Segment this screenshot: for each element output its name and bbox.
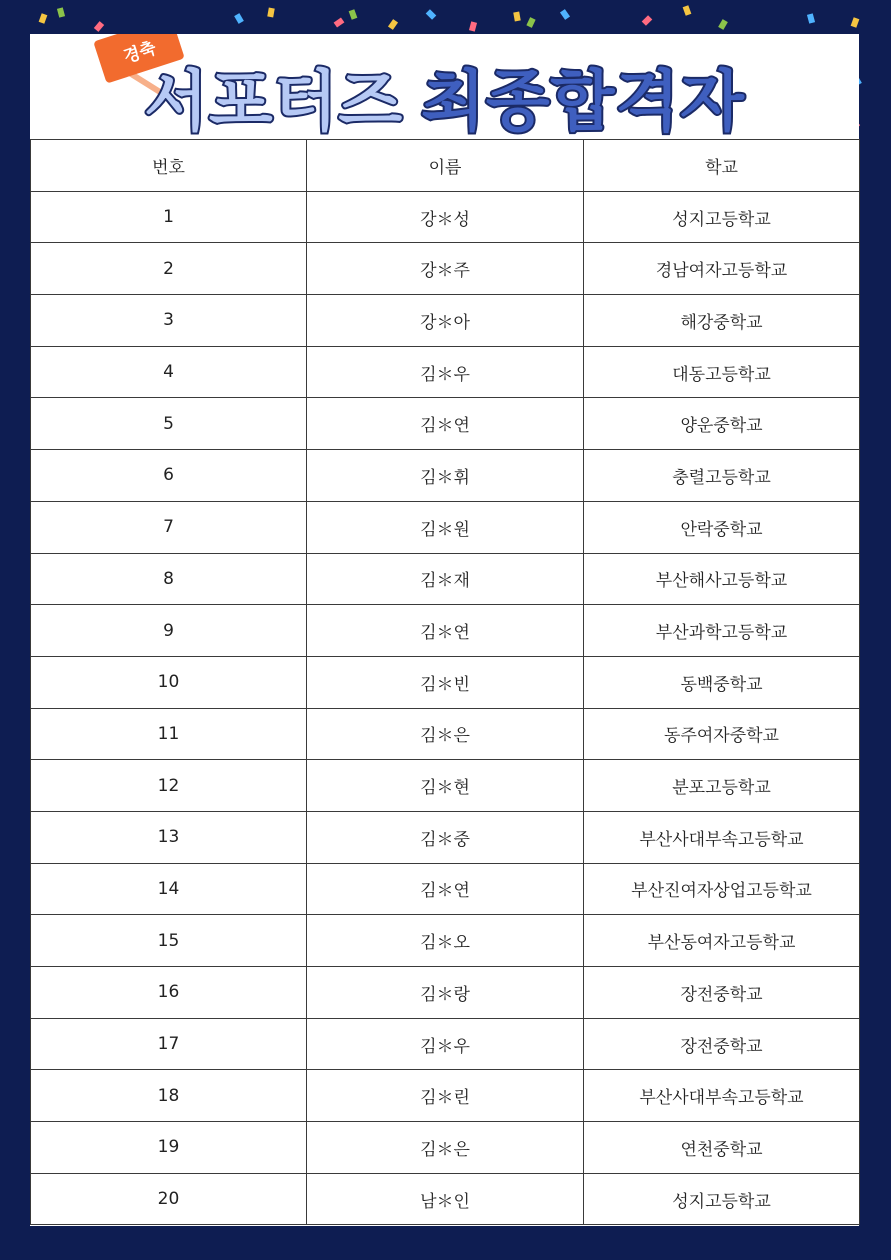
cell-school: 동주여자중학교 xyxy=(584,708,860,760)
cell-school: 분포고등학교 xyxy=(584,760,860,812)
table-row xyxy=(31,398,860,450)
cell-name: 김＊연 xyxy=(307,863,584,915)
cell-school: 장전중학교 xyxy=(584,967,860,1019)
cell-name: 김＊연 xyxy=(307,398,584,450)
table-row xyxy=(31,708,860,760)
title-part-supporters: 서포터즈 xyxy=(144,63,404,139)
cell-number: 3 xyxy=(31,295,307,347)
cell-school: 부산사대부속고등학교 xyxy=(584,1070,860,1122)
cell-school: 대동고등학교 xyxy=(584,346,860,398)
cell-name: 김＊현 xyxy=(307,760,584,812)
cell-name: 김＊중 xyxy=(307,811,584,863)
table-row xyxy=(31,450,860,502)
cell-school: 부산진여자상업고등학교 xyxy=(584,863,860,915)
cell-name: 김＊랑 xyxy=(307,967,584,1019)
cell-school: 충렬고등학교 xyxy=(584,450,860,502)
cell-school: 연천중학교 xyxy=(584,1122,860,1174)
title-banner xyxy=(30,34,859,139)
cell-school: 동백중학교 xyxy=(584,656,860,708)
cell-number: 5 xyxy=(31,398,307,450)
cell-number: 7 xyxy=(31,501,307,553)
cell-name: 김＊휘 xyxy=(307,450,584,502)
cell-number: 11 xyxy=(31,708,307,760)
header-number: 번호 xyxy=(31,140,307,192)
cell-name: 남＊인 xyxy=(307,1173,584,1225)
table-row xyxy=(31,191,860,243)
cell-name: 김＊은 xyxy=(307,708,584,760)
table-row xyxy=(31,553,860,605)
content-panel xyxy=(30,34,859,1226)
cell-school: 해강중학교 xyxy=(584,295,860,347)
cell-number: 17 xyxy=(31,1018,307,1070)
cell-name: 강＊아 xyxy=(307,295,584,347)
cell-school: 성지고등학교 xyxy=(584,1173,860,1225)
cell-school: 장전중학교 xyxy=(584,1018,860,1070)
cell-name: 김＊빈 xyxy=(307,656,584,708)
page-title xyxy=(30,48,859,139)
table-row xyxy=(31,915,860,967)
header-school: 학교 xyxy=(584,140,860,192)
cell-number: 20 xyxy=(31,1173,307,1225)
cell-name: 강＊주 xyxy=(307,243,584,295)
cell-number: 16 xyxy=(31,967,307,1019)
cell-number: 12 xyxy=(31,760,307,812)
cell-school: 안락중학교 xyxy=(584,501,860,553)
table-row xyxy=(31,346,860,398)
table-row xyxy=(31,1018,860,1070)
cell-school: 부산과학고등학교 xyxy=(584,605,860,657)
cell-number: 6 xyxy=(31,450,307,502)
cell-school: 부산동여자고등학교 xyxy=(584,915,860,967)
roster-table xyxy=(30,139,860,1225)
header-name: 이름 xyxy=(307,140,584,192)
cell-name: 김＊우 xyxy=(307,1018,584,1070)
table-row xyxy=(31,1173,860,1225)
cell-number: 19 xyxy=(31,1122,307,1174)
cell-name: 김＊원 xyxy=(307,501,584,553)
cell-school: 부산사대부속고등학교 xyxy=(584,811,860,863)
table-body xyxy=(31,191,860,1225)
cell-number: 4 xyxy=(31,346,307,398)
table-row xyxy=(31,605,860,657)
cell-name: 김＊오 xyxy=(307,915,584,967)
table-row xyxy=(31,967,860,1019)
table-row xyxy=(31,295,860,347)
cell-name: 강＊성 xyxy=(307,191,584,243)
cell-number: 15 xyxy=(31,915,307,967)
celebration-badge: 경축 xyxy=(121,37,159,67)
cell-number: 18 xyxy=(31,1070,307,1122)
cell-number: 2 xyxy=(31,243,307,295)
table-row xyxy=(31,501,860,553)
cell-name: 김＊은 xyxy=(307,1122,584,1174)
cell-number: 10 xyxy=(31,656,307,708)
cell-school: 양운중학교 xyxy=(584,398,860,450)
table-row xyxy=(31,760,860,812)
cell-number: 9 xyxy=(31,605,307,657)
cell-school: 성지고등학교 xyxy=(584,191,860,243)
table-row xyxy=(31,1070,860,1122)
table-row xyxy=(31,811,860,863)
cell-name: 김＊린 xyxy=(307,1070,584,1122)
table-row xyxy=(31,863,860,915)
cell-number: 14 xyxy=(31,863,307,915)
cell-name: 김＊연 xyxy=(307,605,584,657)
table-row xyxy=(31,1122,860,1174)
cell-number: 1 xyxy=(31,191,307,243)
cell-number: 8 xyxy=(31,553,307,605)
title-part-final-pass: 최종합격자 xyxy=(421,63,745,139)
cell-name: 김＊재 xyxy=(307,553,584,605)
cell-school: 부산해사고등학교 xyxy=(584,553,860,605)
table-header-row xyxy=(31,140,860,192)
table-row xyxy=(31,243,860,295)
cell-number: 13 xyxy=(31,811,307,863)
cell-school: 경남여자고등학교 xyxy=(584,243,860,295)
table-row xyxy=(31,656,860,708)
cell-name: 김＊우 xyxy=(307,346,584,398)
